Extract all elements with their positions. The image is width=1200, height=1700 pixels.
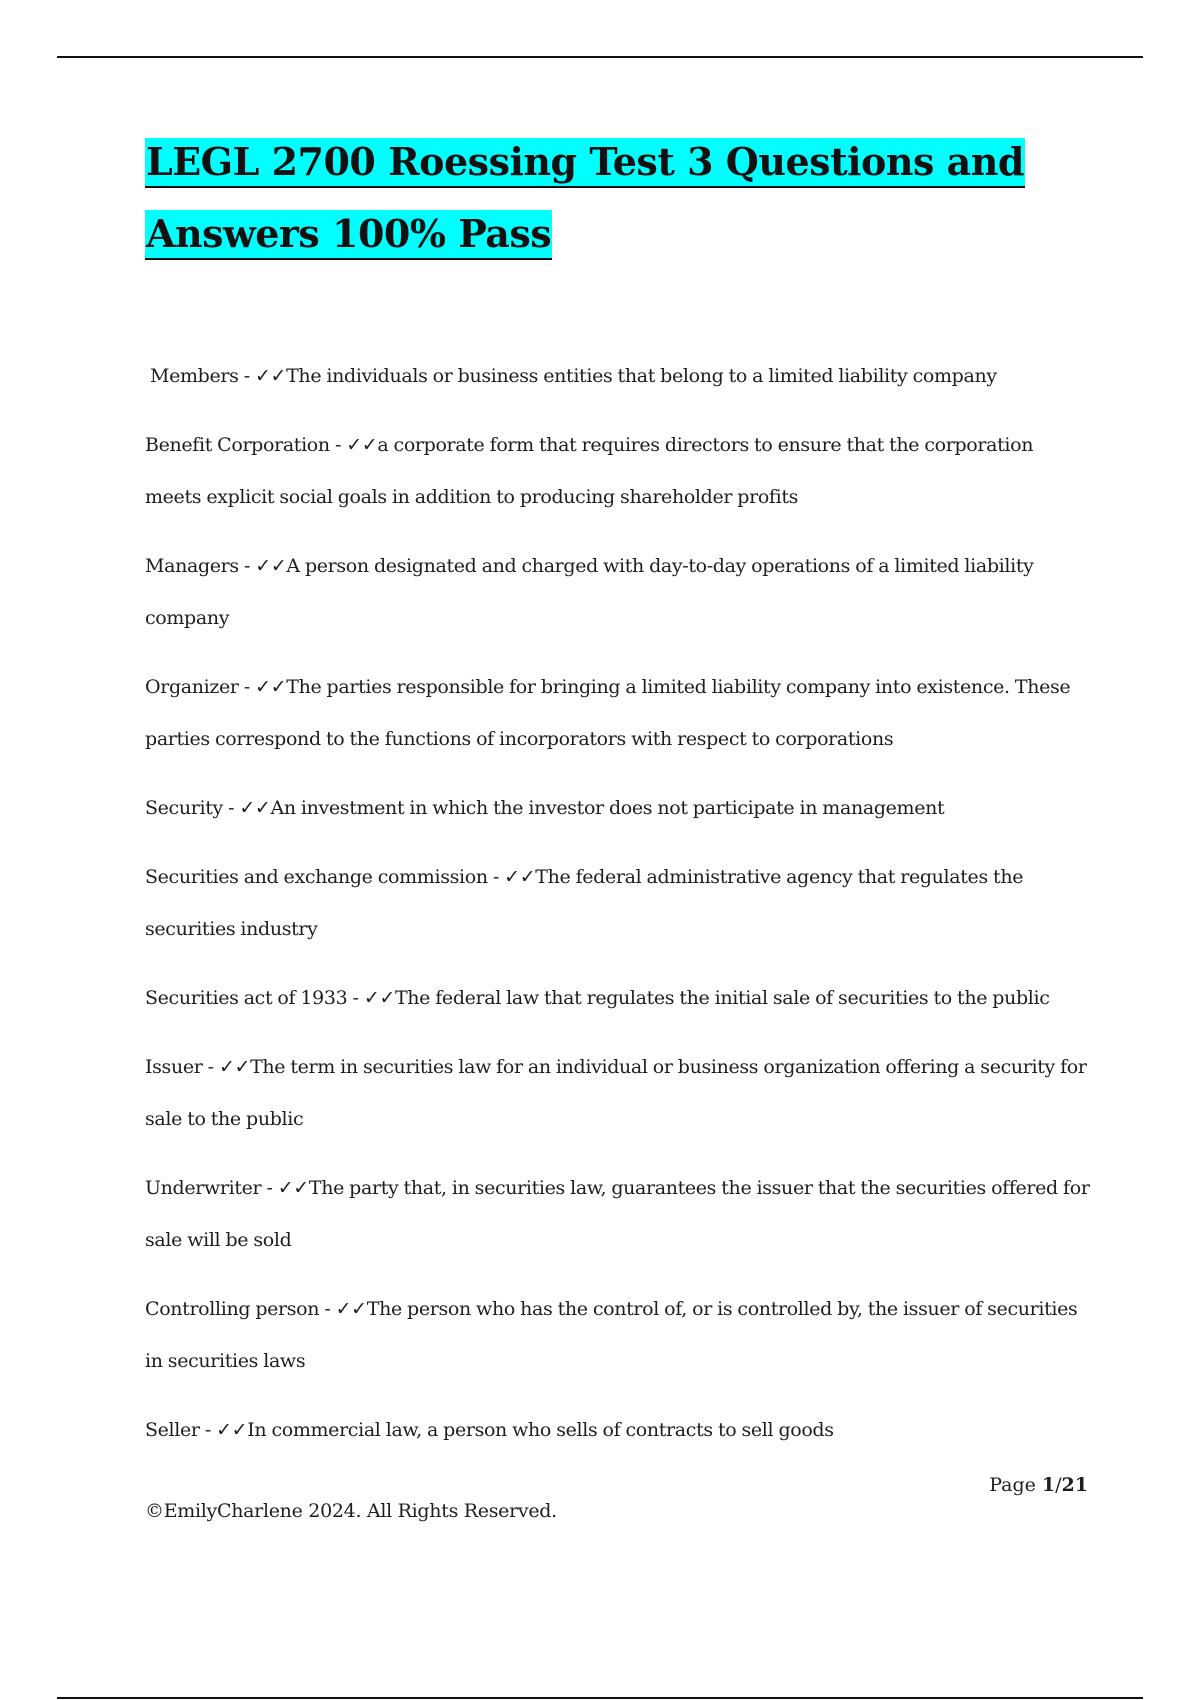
title-line-1: LEGL 2700 Roessing Test 3 Questions and: [145, 138, 1025, 188]
list-item: [145, 1162, 1090, 1266]
entry-definition: The party that, in securities law, guarantees the issuer that the securities offered for sale will be sold: [145, 1177, 1090, 1251]
qa-entry-list: [145, 350, 1090, 1473]
entry-definition: The federal administrative agency that regulates the securities industry: [145, 866, 1024, 940]
list-item: [145, 661, 1090, 765]
double-check-icon: ✓✓: [218, 1056, 251, 1078]
double-check-icon: ✓✓: [277, 1177, 309, 1199]
entry-definition: A person designated and charged with day-to-day operations of a limited liability company: [145, 555, 1034, 629]
double-check-icon: ✓✓: [504, 866, 536, 888]
list-item: [145, 1041, 1090, 1145]
page-number: [989, 1474, 1088, 1496]
list-item: [145, 419, 1090, 523]
list-item: [145, 540, 1090, 644]
page-total: 21: [1061, 1474, 1088, 1496]
double-check-icon: ✓✓: [255, 676, 287, 698]
entry-separator: -: [261, 1177, 278, 1199]
entry-separator: -: [319, 1298, 336, 1320]
double-check-icon: ✓✓: [254, 365, 287, 387]
entry-separator: -: [202, 1056, 219, 1078]
entry-term: Securities and exchange commission: [145, 866, 488, 888]
list-item: [145, 972, 1090, 1024]
entry-term: Security: [145, 797, 223, 819]
entry-definition: The term in securities law for an individual or business organization offering a security for sale to the public: [145, 1056, 1087, 1130]
entry-term: Organizer: [145, 676, 239, 698]
entry-definition: a corporate form that requires directors to ensure that the corporation meets explicit social goals in addition to producing shareholder profits: [145, 434, 1034, 508]
entry-term: Controlling person: [145, 1298, 320, 1320]
entry-separator: -: [238, 555, 256, 577]
entry-definition: The federal law that regulates the initial sale of securities to the public: [394, 987, 1050, 1009]
entry-separator: -: [347, 987, 364, 1009]
entry-term: Members: [150, 365, 239, 387]
list-item: [145, 782, 1090, 834]
entry-separator: -: [238, 676, 256, 698]
copyright-notice: ©EmilyCharlene 2024. All Rights Reserved.: [145, 1500, 557, 1522]
entry-definition: The individuals or business entities that belong to a limited liability company: [286, 365, 997, 387]
entry-separator: -: [329, 434, 347, 456]
double-check-icon: ✓✓: [216, 1419, 248, 1441]
double-check-icon: ✓✓: [335, 1298, 367, 1320]
title-line-2: Answers 100% Pass: [145, 210, 552, 260]
entry-term: Benefit Corporation: [145, 434, 330, 456]
entry-term: Securities act of 1933: [145, 987, 348, 1009]
bottom-rule: [57, 1697, 1143, 1699]
entry-definition: The parties responsible for bringing a limited liability company into existence. These parties correspond to the functions of incorporators with respect to corporations: [145, 676, 1071, 750]
list-item: [145, 1404, 1090, 1456]
entry-separator: -: [238, 365, 255, 387]
entry-definition: The person who has the control of, or is controlled by, the issuer of securities in securities laws: [145, 1298, 1078, 1372]
double-check-icon: ✓✓: [346, 434, 378, 456]
page-separator: /: [1055, 1474, 1062, 1496]
entry-term: Issuer: [145, 1056, 203, 1078]
entry-separator: -: [222, 797, 240, 819]
entry-term: Underwriter: [145, 1177, 262, 1199]
double-check-icon: ✓✓: [255, 555, 287, 577]
double-check-icon: ✓✓: [239, 797, 271, 819]
entry-term: Managers: [145, 555, 239, 577]
entry-term: Seller: [145, 1419, 200, 1441]
list-item: [145, 350, 1090, 402]
list-item: [145, 851, 1090, 955]
page-label: Page: [989, 1474, 1042, 1496]
entry-definition: An investment in which the investor does not participate in management: [270, 797, 945, 819]
page-current: 1: [1041, 1474, 1056, 1496]
top-rule: [57, 56, 1143, 58]
document-title: [145, 138, 1085, 282]
entry-definition: In commercial law, a person who sells of contracts to sell goods: [247, 1419, 834, 1441]
list-item: [145, 1283, 1090, 1387]
entry-separator: -: [487, 866, 505, 888]
entry-separator: -: [199, 1419, 217, 1441]
double-check-icon: ✓✓: [363, 987, 395, 1009]
